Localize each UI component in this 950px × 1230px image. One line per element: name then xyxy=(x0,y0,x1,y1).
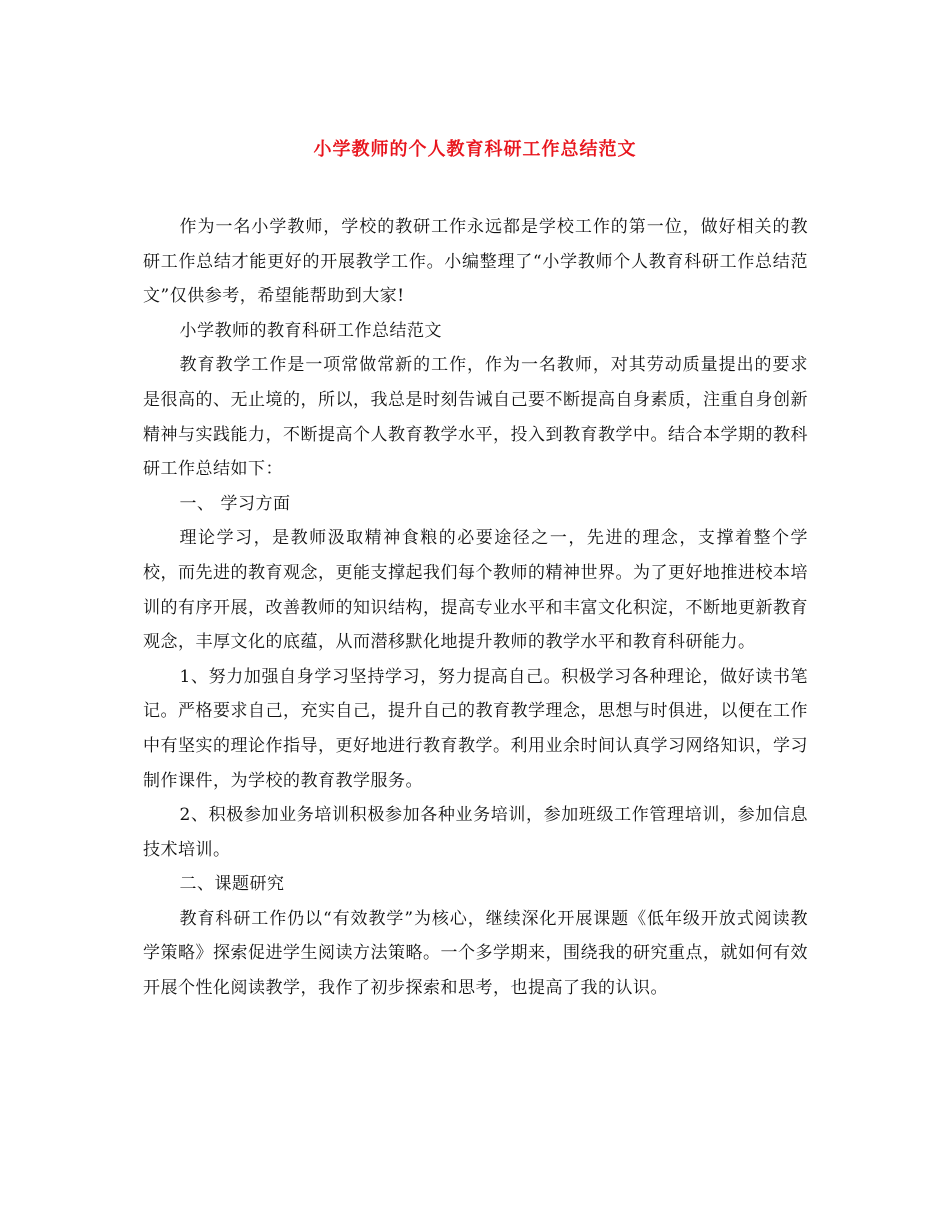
paragraph-item-1: 1、努力加强自身学习坚持学习，努力提高自己。积极学习各种理论，做好读书笔记。严格要求自己，充实自己，提升自己的教育教学理念，思想与时俱进，以便在工作中有坚实的理论作指导，更好地进行教育教学。利用业余时间认真学习网络知识，学习制作课件，为学校的教育教学服务。 xyxy=(143,666,808,791)
paragraph-subtitle: 小学教师的教育科研工作总结范文 xyxy=(179,320,443,341)
document-title: 小学教师的个人教育科研工作总结范文 xyxy=(313,139,637,160)
section-heading-study: 一、 学习方面 xyxy=(179,493,291,514)
paragraph-overview: 教育教学工作是一项常做常新的工作，作为一名教师，对其劳动质量提出的要求是很高的、无止境的，所以，我总是时刻告诫自己要不断提高自身素质，注重自身创新精神与实践能力，不断提高个人教育教学水平，投入到教育教学中。结合本学期的教科研工作总结如下： xyxy=(143,355,808,480)
paragraph-theory: 理论学习，是教师汲取精神食粮的必要途径之一，先进的理念，支撑着整个学校，而先进的教育观念，更能支撑起我们每个教师的精神世界。为了更好地推进校本培训的有序开展，改善教师的知识结构，提高专业水平和丰富文化积淀，不断地更新教育观念，丰厚文化的底蕴，从而潜移默化地提升教师的教学水平和教育科研能力。 xyxy=(143,528,808,653)
paragraph-item-2: 2、积极参加业务培训积极参加各种业务培训，参加班级工作管理培训，参加信息技术培训。 xyxy=(143,805,808,860)
paragraph-intro: 作为一名小学教师，学校的教研工作永远都是学校工作的第一位，做好相关的教研工作总结才能更好的开展教学工作。小编整理了“小学教师个人教育科研工作总结范文”仅供参考，希望能帮助到大家! xyxy=(143,217,808,307)
section-heading-research: 二、课题研究 xyxy=(179,874,285,895)
paragraph-research: 教育科研工作仍以“有效教学”为核心，继续深化开展课题《低年级开放式阅读教学策略》探索促进学生阅读方法策略。一个多学期来，围绕我的研究重点，就如何有效开展个性化阅读教学，我作了初步探索和思考，也提高了我的认识。 xyxy=(143,908,808,999)
document-body xyxy=(143,210,808,1006)
